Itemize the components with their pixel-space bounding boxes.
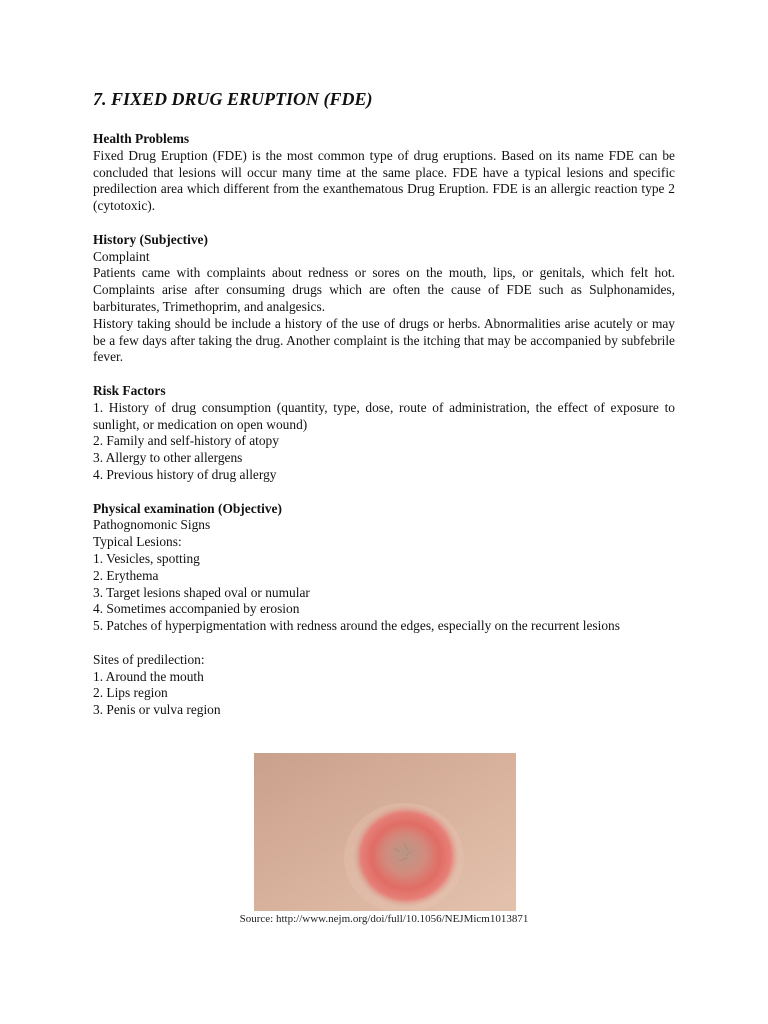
list-item: 5. Patches of hyperpigmentation with redness around the edges, especially on the recurrent lesions	[93, 618, 620, 634]
health-problems-heading: Health Problems	[93, 131, 190, 146]
list-item: 1. Around the mouth	[93, 668, 204, 684]
list-item: 2. Family and self-history of atopy	[93, 433, 279, 449]
list-item: 2. Lips region	[93, 685, 168, 701]
lesions-label: Typical Lesions:	[93, 534, 182, 550]
risk-factors-section	[93, 383, 675, 484]
figure-caption: Source: http://www.nejm.org/doi/full/10.1056/NEJMicm1013871	[239, 913, 529, 925]
health-problems-section	[93, 131, 675, 215]
list-item: 1. Vesicles, spotting	[93, 550, 200, 566]
sites-label: Sites of predilection:	[93, 651, 205, 667]
pathognomonic-subheading: Pathognomonic Signs	[93, 517, 211, 533]
health-problems-text: Fixed Drug Eruption (FDE) is the most common type of drug eruptions. Based on its name FDE can be concluded that lesions will occur many time at the same place. FDE have a typical lesions and specific predilection area which different from the exanthematous Drug Eruption. FDE is an allergic reaction type 2 (cytotoxic).	[93, 147, 675, 214]
list-item: 4. Sometimes accompanied by erosion	[93, 601, 300, 617]
physical-exam-heading: Physical examination (Objective)	[93, 500, 282, 516]
history-paragraph-2: History taking should be include a history of the use of drugs or herbs. Abnormalities arise acutely or may be a few days after taking the drug. Another complaint is the itching that may be accompanied by subfebrile fever.	[93, 315, 675, 365]
history-heading: History (Subjective)	[93, 231, 208, 247]
physical-exam-section	[93, 501, 675, 635]
list-item: 2. Erythema	[93, 567, 159, 583]
history-paragraph-1: Patients came with complaints about redness or sores on the mouth, lips, or genitals, which felt hot. Complaints arise after consuming drugs which are often the cause of FDE such as Sulphonamides, barbiturates, Trimethoprim, and analgesics.	[93, 265, 675, 314]
risk-factors-heading: Risk Factors	[93, 382, 166, 398]
sites-section	[93, 652, 675, 719]
history-section	[93, 232, 675, 366]
list-item: 4. Previous history of drug allergy	[93, 466, 277, 482]
complaint-subheading: Complaint	[93, 248, 150, 264]
document-page	[93, 88, 675, 736]
list-item: 1. History of drug consumption (quantity, type, dose, route of administration, the effect of exposure to sunlight, or medication on open wound)	[93, 399, 675, 432]
page-title: 7. FIXED DRUG ERUPTION (FDE)	[93, 89, 373, 109]
list-item: 3. Penis or vulva region	[93, 702, 221, 718]
skin-lesion-photo	[254, 753, 516, 911]
list-item: 3. Target lesions shaped oval or numular	[93, 584, 310, 600]
list-item: 3. Allergy to other allergens	[93, 450, 243, 466]
